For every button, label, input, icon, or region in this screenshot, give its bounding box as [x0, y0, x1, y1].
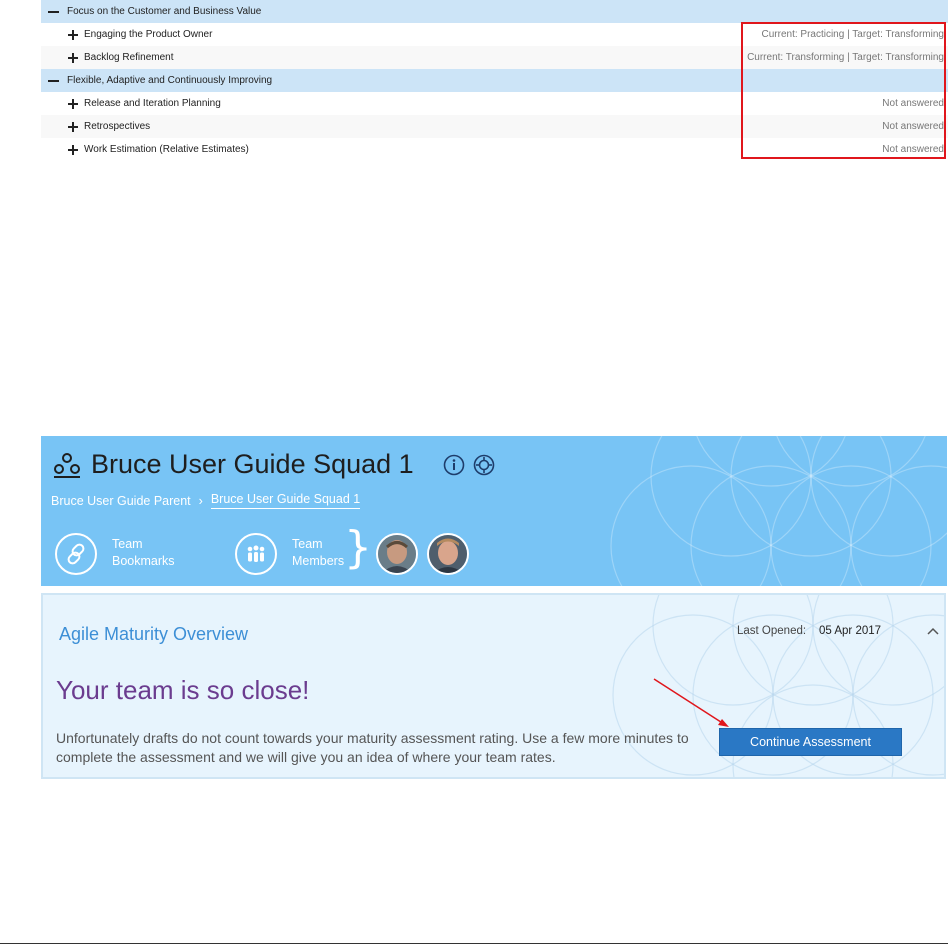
- team-banner: [41, 436, 947, 586]
- team-icon: [53, 453, 81, 479]
- item-status: Current: Transforming | Target: Transforming: [747, 52, 944, 63]
- maturity-card: [41, 593, 946, 779]
- last-opened-label: Last Opened:: [737, 625, 807, 637]
- chevron-right-icon: ›: [198, 493, 203, 508]
- divider: [0, 943, 948, 944]
- card-body-text: Unfortunately drafts do not count towards your maturity assessment rating. Use a few more minutes to complete the assessment and we will give you an idea of where your team rates.: [56, 730, 689, 765]
- breadcrumb-current[interactable]: Bruce User Guide Squad 1: [211, 492, 360, 509]
- link-icon: [65, 543, 87, 565]
- item-label: Backlog Refinement: [84, 52, 174, 63]
- collapse-icon[interactable]: [48, 80, 59, 82]
- item-status: Not answered: [882, 98, 944, 109]
- brace: }: [344, 522, 372, 573]
- team-bookmarks-label[interactable]: Team Bookmarks: [112, 537, 175, 568]
- breadcrumb: [51, 492, 360, 509]
- group-label: Flexible, Adaptive and Continuously Improving: [67, 75, 273, 86]
- collapse-icon[interactable]: [48, 11, 59, 13]
- expand-icon[interactable]: [68, 145, 78, 155]
- team-title: Bruce User Guide Squad 1: [91, 449, 414, 479]
- breadcrumb-parent[interactable]: Bruce User Guide Parent: [51, 493, 191, 508]
- avatar[interactable]: [376, 533, 418, 575]
- people-icon: [245, 543, 267, 565]
- item-label: Work Estimation (Relative Estimates): [84, 144, 249, 155]
- last-opened-value: 05 Apr 2017: [819, 625, 882, 637]
- expand-icon[interactable]: [68, 30, 78, 40]
- item-status: Not answered: [882, 144, 944, 155]
- continue-assessment-button[interactable]: Continue Assessment: [719, 728, 902, 756]
- item-label: Release and Iteration Planning: [84, 98, 221, 109]
- expand-icon[interactable]: [68, 122, 78, 132]
- item-label: Retrospectives: [84, 121, 151, 132]
- group-label: Focus on the Customer and Business Value: [67, 6, 262, 17]
- item-status: Not answered: [882, 121, 944, 132]
- card-title: Agile Maturity Overview: [59, 624, 249, 644]
- avatar[interactable]: [427, 533, 469, 575]
- group-row[interactable]: [41, 0, 948, 23]
- team-members-button[interactable]: [235, 533, 277, 575]
- headline: Your team is so close!: [56, 675, 310, 705]
- team-members-label[interactable]: Team Members: [292, 537, 345, 568]
- gear-icon[interactable]: [473, 454, 495, 476]
- item-status: Current: Practicing | Target: Transforming: [761, 29, 944, 40]
- info-icon[interactable]: [443, 454, 465, 476]
- expand-icon[interactable]: [68, 53, 78, 63]
- chevron-up-icon[interactable]: [927, 627, 939, 635]
- expand-icon[interactable]: [68, 99, 78, 109]
- team-bookmarks-button[interactable]: [55, 533, 97, 575]
- annotation-arrow: [650, 675, 732, 730]
- highlight-box: [741, 22, 946, 159]
- item-label: Engaging the Product Owner: [84, 29, 213, 40]
